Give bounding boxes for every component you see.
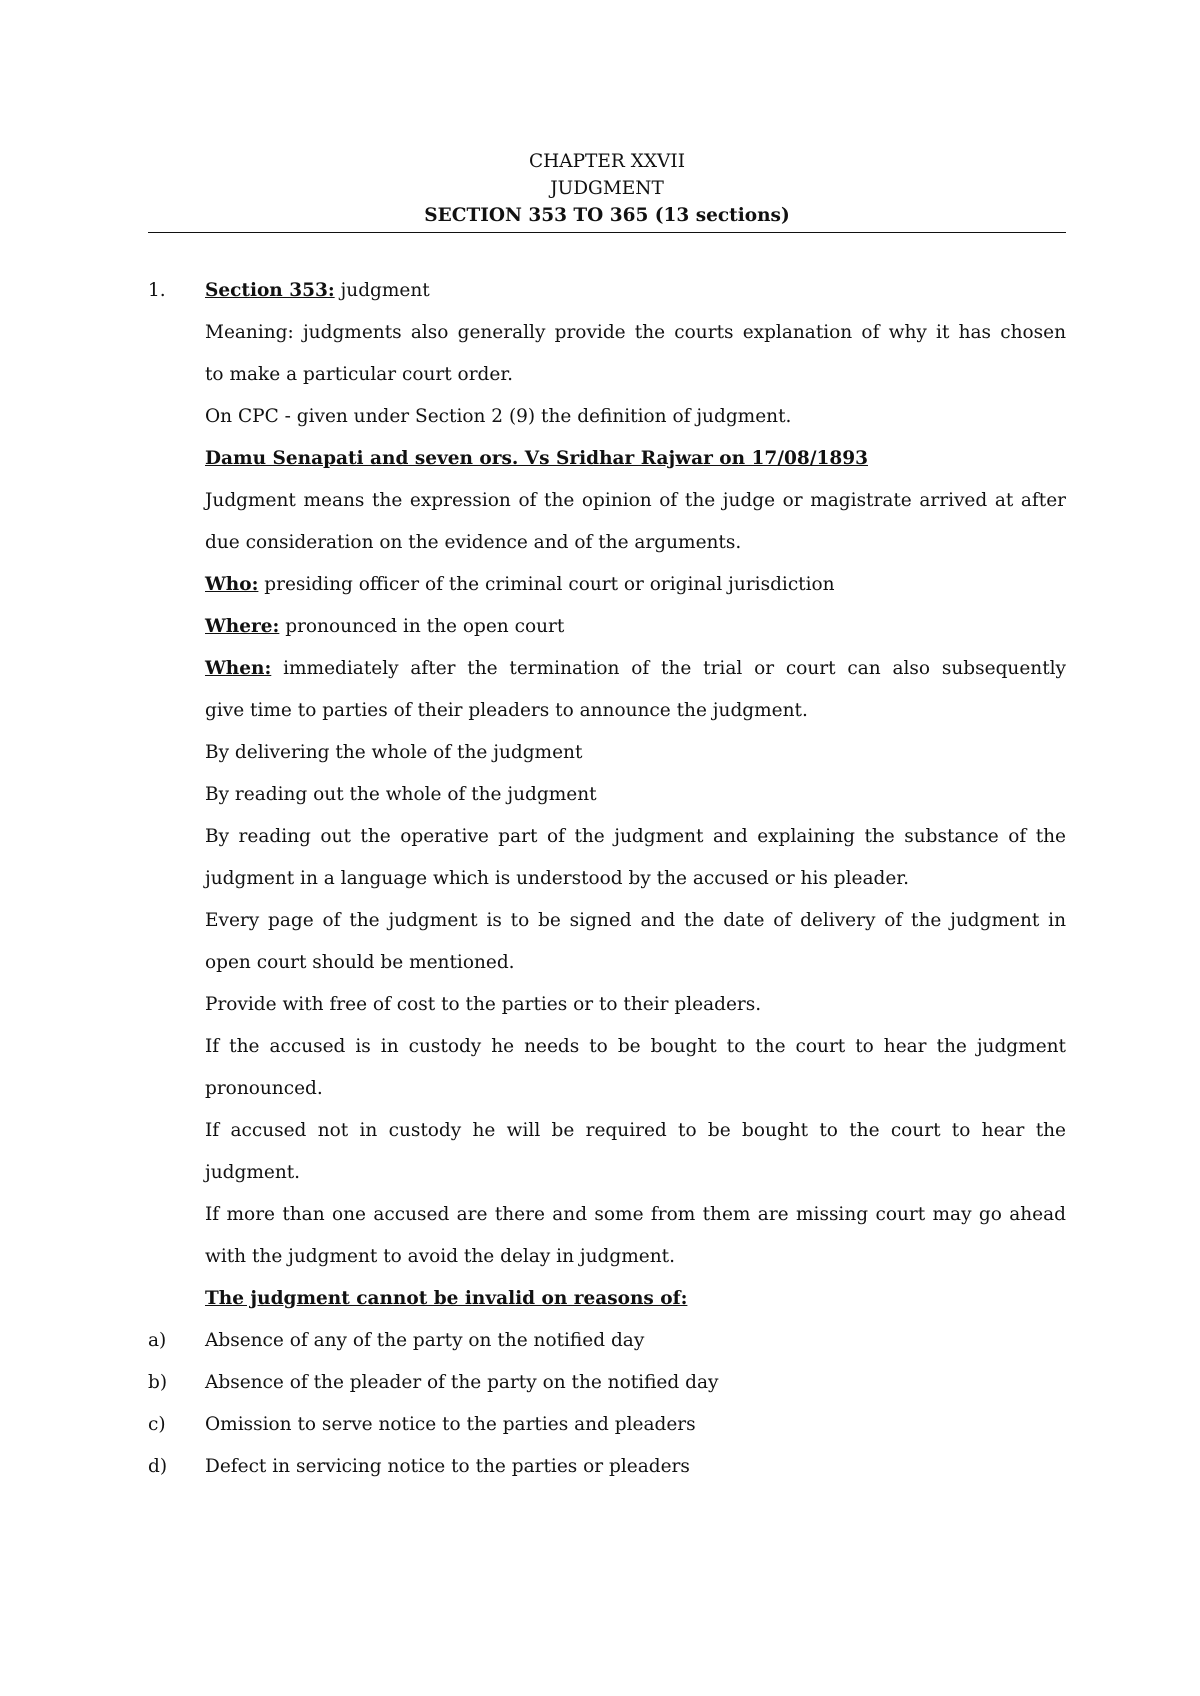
reason-text: Absence of the pleader of the party on the notified day bbox=[205, 1372, 719, 1393]
reason-text: Defect in servicing notice to the parties or pleaders bbox=[205, 1456, 690, 1477]
when-line bbox=[205, 657, 1066, 699]
reason-item bbox=[148, 1371, 1066, 1413]
section-topic: judgment bbox=[334, 280, 430, 301]
reason-letter: c) bbox=[148, 1414, 166, 1435]
reason-letter: a) bbox=[148, 1330, 167, 1351]
who-line bbox=[205, 573, 1066, 615]
reason-item bbox=[148, 1329, 1066, 1371]
reason-item bbox=[148, 1455, 1066, 1497]
reason-text: Omission to serve notice to the parties and pleaders bbox=[205, 1414, 696, 1435]
when-line-2: give time to parties of their pleaders to announce the judgment. bbox=[205, 700, 808, 721]
reason-letter: b) bbox=[148, 1372, 168, 1393]
section-heading-line bbox=[205, 279, 1066, 321]
who-text: presiding officer of the criminal court or original jurisdiction bbox=[258, 574, 835, 595]
chapter-header bbox=[148, 148, 1066, 229]
reason-text: Absence of any of the party on the notified day bbox=[205, 1330, 645, 1351]
more-accused-line-2: with the judgment to avoid the delay in judgment. bbox=[205, 1246, 675, 1267]
header-divider bbox=[148, 232, 1066, 233]
custody-line-2: pronounced. bbox=[205, 1078, 323, 1099]
case-citation: Damu Senapati and seven ors. Vs Sridhar Rajwar on 17/08/1893 bbox=[205, 448, 869, 469]
operative-line-2: judgment in a language which is understood by the accused or his pleader. bbox=[205, 868, 909, 889]
invalid-reasons-heading: The judgment cannot be invalid on reasons of: bbox=[205, 1288, 688, 1309]
item-number: 1. bbox=[148, 280, 166, 301]
when-label: When: bbox=[205, 658, 272, 679]
operative-line-1: By reading out the operative part of the judgment and explaining the substance of the bbox=[205, 826, 1066, 847]
reason-item bbox=[148, 1413, 1066, 1455]
cpc-line: On CPC - given under Section 2 (9) the definition of judgment. bbox=[205, 406, 792, 427]
signed-line-1: Every page of the judgment is to be signed and the date of delivery of the judgment in bbox=[205, 910, 1066, 931]
chapter-title: JUDGMENT bbox=[550, 178, 664, 199]
chapter-number: CHAPTER XXVII bbox=[528, 151, 686, 172]
reason-letter: d) bbox=[148, 1456, 168, 1477]
where-text: pronounced in the open court bbox=[279, 616, 565, 637]
where-line bbox=[205, 615, 1066, 657]
signed-line-2: open court should be mentioned. bbox=[205, 952, 515, 973]
where-label: Where: bbox=[205, 616, 280, 637]
section-label: Section 353: bbox=[205, 280, 335, 301]
not-custody-line-2: judgment. bbox=[205, 1162, 301, 1183]
definition-line-1: Judgment means the expression of the opinion of the judge or magistrate arrived at after bbox=[205, 490, 1066, 511]
custody-line-1: If the accused is in custody he needs to be bought to the court to hear the judgment bbox=[205, 1036, 1066, 1057]
read-whole-line: By reading out the whole of the judgment bbox=[205, 784, 597, 805]
item-body bbox=[148, 279, 1066, 1497]
when-text: immediately after the termination of the trial or court can also subsequently bbox=[271, 658, 1066, 679]
section-range: SECTION 353 TO 365 (13 sections) bbox=[424, 205, 790, 226]
not-custody-line-1: If accused not in custody he will be required to be bought to the court to hear the bbox=[205, 1120, 1066, 1141]
meaning-line-1: Meaning: judgments also generally provide the courts explanation of why it has chosen bbox=[205, 322, 1066, 343]
definition-line-2: due consideration on the evidence and of the arguments. bbox=[205, 532, 742, 553]
meaning-line-2: to make a particular court order. bbox=[205, 364, 514, 385]
deliver-line: By delivering the whole of the judgment bbox=[205, 742, 583, 763]
who-label: Who: bbox=[205, 574, 259, 595]
free-line: Provide with free of cost to the parties or to their pleaders. bbox=[205, 994, 762, 1015]
more-accused-line-1: If more than one accused are there and some from them are missing court may go ahead bbox=[205, 1204, 1066, 1225]
